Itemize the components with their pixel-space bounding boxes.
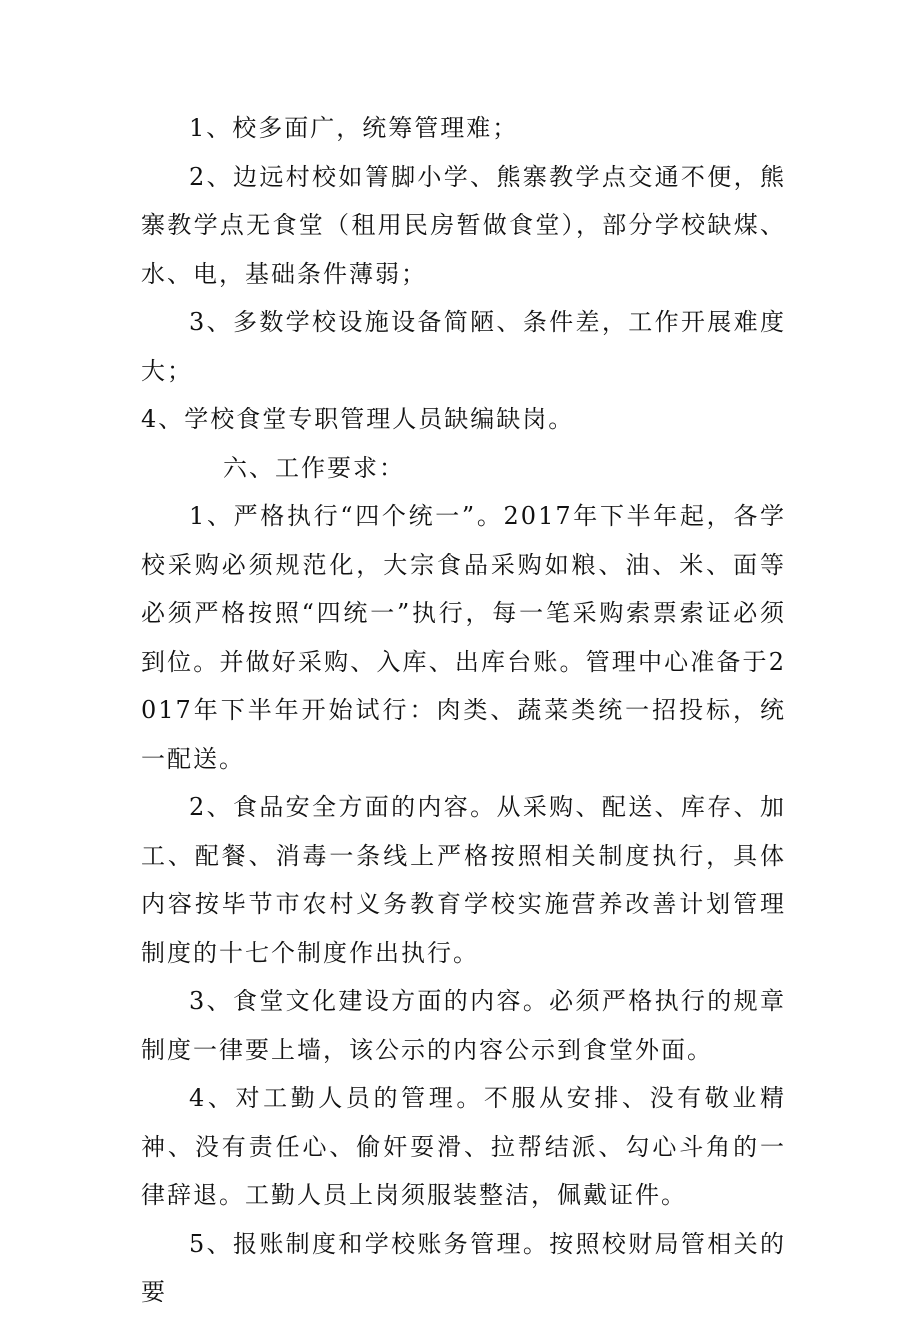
paragraph-requirement-3: 3、食堂文化建设方面的内容。必须严格执行的规章制度一律要上墙，该公示的内容公示到食堂外面。 [141, 987, 786, 1064]
section-heading-work-requirements: 六、工作要求： [223, 453, 405, 482]
document-body [141, 104, 786, 1317]
paragraph-problem-3: 3、多数学校设施设备简陋、条件差，工作开展难度大； [141, 308, 786, 385]
paragraph-requirement-1: 1、严格执行“四个统一”。2017年下半年起，各学校采购必须规范化，大宗食品采购如粮、油、米、面等必须严格按照“四统一”执行，每一笔采购索票索证必须到位。并做好采购、入库、出库台账。管理中心准备于2017年下半年开始试行：肉类、蔬菜类统一招投标，统一配送。 [141, 502, 786, 773]
paragraph-problem-1: 1、校多面广，统筹管理难； [189, 114, 519, 142]
paragraph-problem-2: 2、边远村校如箐脚小学、熊寨教学点交通不便，熊寨教学点无食堂（租用民房暂做食堂），部分学校缺煤、水、电，基础条件薄弱； [141, 162, 786, 288]
paragraph-requirement-2: 2、食品安全方面的内容。从采购、配送、库存、加工、配餐、消毒一条线上严格按照相关制度执行，具体内容按毕节市农村义务教育学校实施营养改善计划管理制度的十七个制度作出执行。 [141, 793, 786, 967]
paragraph-requirement-4: 4、对工勤人员的管理。不服从安排、没有敬业精神、没有责任心、偷奸耍滑、拉帮结派、勾心斗角的一律辞退。工勤人员上岗须服装整洁，佩戴证件。 [141, 1084, 786, 1209]
paragraph-problem-4: 4、学校食堂专职管理人员缺编缺岗。 [141, 405, 575, 433]
paragraph-requirement-5: 5、报账制度和学校账务管理。按照校财局管相关的要 [141, 1229, 786, 1306]
